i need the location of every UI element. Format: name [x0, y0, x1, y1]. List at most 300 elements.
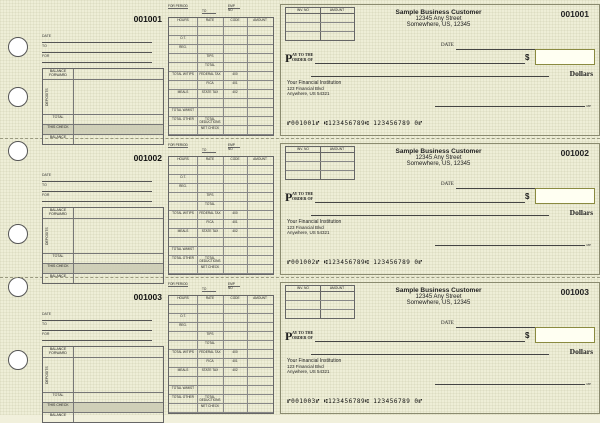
payroll-cell-label: FICA [206, 81, 214, 85]
stub-row[interactable] [43, 264, 163, 274]
pay-big-letter: P [285, 190, 293, 204]
column-divider [247, 99, 248, 107]
inv-no-label: INV. NO [297, 147, 309, 151]
micr-line: ⑈001003⑈ ⑆123456789⑆ 123456789 0⑈ [287, 398, 423, 405]
payroll-cell-label: TOTAL DEDUCTIONS [199, 117, 221, 125]
payroll-col-header: HOURS [177, 296, 189, 300]
binder-hole-icon [8, 224, 28, 244]
column-divider [223, 36, 224, 44]
payroll-cell-label: TOTAL [205, 63, 215, 67]
emp-no-label: EMP NO [228, 4, 240, 9]
total-label: TOTAL [52, 115, 64, 119]
stub-row[interactable] [43, 403, 163, 413]
column-divider [247, 184, 248, 192]
column-divider [223, 54, 224, 62]
date-line [456, 327, 541, 328]
payroll-cell-label: TOTAL OTHER [172, 117, 194, 121]
payee-field[interactable] [285, 329, 525, 343]
stub-row[interactable] [43, 358, 163, 393]
stub-for-field[interactable] [42, 193, 152, 202]
column-divider [223, 238, 224, 246]
pay-to-text: AY TO THE ORDER OF [292, 330, 314, 340]
date-field[interactable] [441, 182, 551, 187]
column-divider [247, 323, 248, 331]
column-divider [247, 193, 248, 201]
pay-big-letter: P [285, 51, 293, 65]
bank-city: Anywhere, US 54321 [287, 369, 330, 374]
bank-name: Your Financial Institution [287, 358, 342, 364]
stub-for-label: FOR [42, 54, 50, 58]
stub-date-field[interactable] [42, 173, 152, 182]
inv-no-label: INV. NO [297, 286, 309, 290]
for-period-label: FOR PERIOD [168, 4, 188, 8]
column-divider [223, 341, 224, 349]
payroll-col-header: AMOUNT [253, 296, 267, 300]
payroll-col-header: RATE [205, 18, 215, 22]
payroll-cell-label: 402 [232, 229, 238, 233]
payroll-cell-label: TOTAL OTHER [172, 256, 194, 260]
column-divider [197, 323, 198, 331]
stub-row[interactable] [43, 125, 163, 135]
business-name: Sample Business Customer [395, 287, 482, 294]
invoice-divider [320, 8, 321, 40]
column-divider [247, 314, 248, 322]
payroll-row[interactable] [169, 126, 273, 135]
payroll-table [168, 4, 274, 132]
column-divider [197, 296, 198, 304]
business-address [371, 148, 506, 167]
stub-to-label: TO [42, 44, 47, 48]
invoice-line [286, 170, 354, 171]
column-divider [247, 18, 248, 26]
bank-street: 123 Financial Blvd [287, 364, 324, 369]
stub-row[interactable] [43, 219, 163, 254]
amount-box[interactable] [535, 327, 595, 343]
payroll-cell-label: TIPS [206, 193, 214, 197]
to-label: TO [202, 148, 216, 153]
column-divider [247, 81, 248, 89]
bank-address [287, 81, 341, 96]
dollars-label: Dollars [569, 208, 593, 217]
column-divider [247, 108, 248, 116]
pay-to-text: AY TO THE ORDER OF [292, 52, 314, 62]
column-divider [197, 18, 198, 26]
bank-city: Anywhere, US 54321 [287, 91, 330, 96]
payroll-cell-label: TOTAL W/MIST [171, 386, 195, 390]
stub-row[interactable] [43, 393, 163, 403]
column-divider [247, 166, 248, 174]
amount-label: AMOUNT [329, 8, 345, 12]
payroll-cell-label: MEALS [177, 368, 189, 372]
row-separator [73, 264, 74, 273]
column-divider [223, 117, 224, 125]
payroll-row[interactable] [169, 350, 273, 359]
row-separator [73, 393, 74, 402]
check [280, 282, 600, 414]
business-street: 12345 Any Street [415, 155, 462, 161]
payee-field[interactable] [285, 190, 525, 204]
pay-to-label [292, 53, 313, 62]
mp-icon: MP [586, 243, 591, 247]
payroll-row[interactable] [169, 166, 273, 175]
payroll-row[interactable] [169, 314, 273, 323]
column-divider [197, 314, 198, 322]
payroll-col-header: AMOUNT [253, 18, 267, 22]
column-divider [247, 296, 248, 304]
payroll-row[interactable] [169, 99, 273, 108]
column-divider [223, 157, 224, 165]
written-amount-line[interactable] [311, 354, 549, 355]
binder-holes [0, 0, 34, 415]
signature-line[interactable] [435, 243, 591, 247]
mp-icon: MP [586, 104, 591, 108]
balance-label: BALANCE [49, 413, 67, 417]
stub-row[interactable] [43, 254, 163, 264]
invoice-line [286, 22, 354, 23]
date-label: DATE [441, 43, 454, 48]
check-row [34, 278, 600, 416]
payroll-row[interactable] [169, 323, 273, 332]
column-divider [223, 404, 224, 412]
column-divider [247, 368, 248, 376]
stub-date-field[interactable] [42, 312, 152, 321]
stub-balance-table [42, 346, 164, 423]
row-separator [73, 403, 74, 412]
amount-box[interactable] [535, 188, 595, 204]
payroll-cell-label: O.T. [180, 36, 186, 40]
payroll-header [168, 4, 274, 16]
payroll-row[interactable] [169, 36, 273, 45]
column-divider [223, 332, 224, 340]
column-divider [223, 126, 224, 134]
invoice-box[interactable] [285, 7, 355, 41]
column-divider [247, 341, 248, 349]
binder-hole-icon [8, 141, 28, 161]
column-divider [247, 247, 248, 255]
payroll-row[interactable] [169, 395, 273, 404]
bank-address [287, 359, 341, 374]
payroll-row[interactable] [169, 193, 273, 202]
column-divider [223, 108, 224, 116]
column-divider [247, 72, 248, 80]
invoice-line [286, 161, 354, 162]
column-divider [223, 386, 224, 394]
business-street: 12345 Any Street [415, 16, 462, 22]
payroll-row[interactable] [169, 184, 273, 193]
column-divider [247, 256, 248, 264]
payroll-row[interactable] [169, 220, 273, 229]
check-row [34, 0, 600, 138]
payroll-row[interactable] [169, 72, 273, 81]
payroll-col-header: RATE [205, 157, 215, 161]
payroll-header [168, 143, 274, 155]
payroll-row[interactable] [169, 211, 273, 220]
stub-for-label: FOR [42, 332, 50, 336]
payroll-row[interactable] [169, 90, 273, 99]
emp-no-label: EMP NO [228, 143, 240, 148]
date-field[interactable] [441, 321, 551, 326]
column-divider [223, 247, 224, 255]
signature-line[interactable] [435, 382, 591, 386]
dollars-label: Dollars [569, 347, 593, 356]
column-divider [247, 90, 248, 98]
payroll-row[interactable] [169, 247, 273, 256]
column-divider [197, 305, 198, 313]
written-amount-line[interactable] [311, 215, 549, 216]
column-divider [247, 220, 248, 228]
check [280, 143, 600, 275]
business-name: Sample Business Customer [395, 148, 482, 155]
column-divider [223, 184, 224, 192]
payroll-row[interactable] [169, 256, 273, 265]
column-divider [247, 238, 248, 246]
column-divider [197, 108, 198, 116]
column-divider [223, 27, 224, 35]
invoice-line [286, 31, 354, 32]
payroll-col-header: AMOUNT [253, 157, 267, 161]
pay-big-letter: P [285, 329, 293, 343]
payroll-cell-label: STATE TAX [201, 90, 219, 94]
binder-hole-icon [8, 350, 28, 370]
payroll-cell-label: O.T. [180, 314, 186, 318]
row-separator [73, 219, 74, 253]
stub-to-field[interactable] [42, 44, 152, 53]
total-label: TOTAL [52, 393, 64, 397]
column-divider [247, 157, 248, 165]
stub-for-label: FOR [42, 193, 50, 197]
column-divider [197, 45, 198, 53]
payroll-grid [168, 295, 274, 414]
payroll-row[interactable] [169, 377, 273, 386]
invoice-line [286, 309, 354, 310]
stub-row[interactable] [43, 347, 163, 358]
dollar-sign-icon: $ [525, 192, 530, 201]
payroll-cell-label: 401 [232, 359, 238, 363]
payroll-cell-label: 401 [232, 220, 238, 224]
row-separator [73, 413, 74, 422]
payroll-cell-label: NET CHECK [200, 126, 220, 130]
payroll-row[interactable] [169, 368, 273, 377]
bank-name: Your Financial Institution [287, 80, 342, 86]
column-divider [197, 166, 198, 174]
stub-row[interactable] [43, 413, 163, 422]
micr-line: ⑈001002⑈ ⑆123456789⑆ 123456789 0⑈ [287, 259, 423, 266]
column-divider [247, 36, 248, 44]
payroll-row[interactable] [169, 108, 273, 117]
column-divider [247, 117, 248, 125]
pay-to-label [292, 331, 313, 340]
stub-row[interactable] [43, 69, 163, 80]
amount-label: AMOUNT [329, 286, 345, 290]
date-label: DATE [441, 182, 454, 187]
column-divider [247, 27, 248, 35]
row-separator [73, 358, 74, 392]
payroll-cell-label: 402 [232, 90, 238, 94]
payroll-header-row [169, 157, 273, 166]
stub-row[interactable] [43, 115, 163, 125]
payroll-cell-label: FEDERAL TAX [199, 350, 221, 354]
payee-field[interactable] [285, 51, 525, 65]
column-divider [223, 377, 224, 385]
payroll-cell-label: NET CHECK [200, 265, 220, 269]
column-divider [223, 256, 224, 264]
row-separator [73, 208, 74, 218]
column-divider [223, 99, 224, 107]
payroll-cell-label: TOTAL [205, 341, 215, 345]
payroll-cell-label: 402 [232, 368, 238, 372]
bank-address [287, 220, 341, 235]
payroll-row[interactable] [169, 359, 273, 368]
stub-check-number: 001001 [133, 14, 162, 24]
column-divider [247, 404, 248, 412]
check-stub [38, 143, 166, 278]
payroll-cell-label: TOTAL OTHER [172, 395, 194, 399]
stub-row[interactable] [43, 208, 163, 219]
column-divider [247, 229, 248, 237]
payroll-cell-label: NET CHECK [200, 404, 220, 408]
stub-row[interactable] [43, 80, 163, 115]
column-divider [247, 202, 248, 210]
column-divider [223, 265, 224, 273]
column-divider [247, 265, 248, 273]
payroll-row[interactable] [169, 229, 273, 238]
column-divider [223, 395, 224, 403]
invoice-divider [320, 147, 321, 179]
balance-forward-label: BALANCE FORWARD [49, 347, 67, 355]
business-city: Somewhere, US, 12345 [406, 161, 471, 167]
to-label: TO [202, 9, 216, 14]
stub-to-field[interactable] [42, 322, 152, 331]
payroll-row[interactable] [169, 81, 273, 90]
check-row [34, 139, 600, 277]
payroll-row[interactable] [169, 341, 273, 350]
invoice-box[interactable] [285, 146, 355, 180]
row-separator [73, 69, 74, 79]
column-divider [197, 386, 198, 394]
date-line [456, 188, 541, 189]
bank-city: Anywhere, US 54321 [287, 230, 330, 235]
payroll-row[interactable] [169, 238, 273, 247]
payroll-row[interactable] [169, 332, 273, 341]
payroll-cell-label: STATE TAX [201, 368, 219, 372]
payroll-row[interactable] [169, 265, 273, 274]
payroll-table [168, 282, 274, 410]
bank-name: Your Financial Institution [287, 219, 342, 225]
payroll-cell-label: FICA [206, 359, 214, 363]
payroll-cell-label: TOTAL DEDUCTIONS [199, 395, 221, 403]
check-number: 001003 [560, 287, 589, 297]
payroll-col-header: CODE [230, 18, 240, 22]
column-divider [197, 157, 198, 165]
payroll-cell-label: 401 [232, 81, 238, 85]
column-divider [247, 395, 248, 403]
payroll-row[interactable] [169, 45, 273, 54]
business-street: 12345 Any Street [415, 294, 462, 300]
for-period-label: FOR PERIOD [168, 282, 188, 286]
row-separator [73, 125, 74, 134]
date-field[interactable] [441, 43, 551, 48]
dollar-sign-icon: $ [525, 331, 530, 340]
payroll-row[interactable] [169, 27, 273, 36]
payroll-col-header: CODE [230, 296, 240, 300]
payroll-cell-label: MEALS [177, 229, 189, 233]
column-divider [197, 27, 198, 35]
invoice-box[interactable] [285, 285, 355, 319]
balance-label: BALANCE [49, 135, 67, 139]
payroll-row[interactable] [169, 386, 273, 395]
payroll-row[interactable] [169, 305, 273, 314]
business-city: Somewhere, US, 12345 [406, 22, 471, 28]
bank-street: 123 Financial Blvd [287, 86, 324, 91]
payroll-cell-label: TOTAL [205, 202, 215, 206]
column-divider [223, 323, 224, 331]
payroll-row[interactable] [169, 404, 273, 413]
amount-label: AMOUNT [329, 147, 345, 151]
payroll-col-header: CODE [230, 157, 240, 161]
row-separator [73, 115, 74, 124]
payroll-cell-label: 400 [232, 350, 238, 354]
check [280, 4, 600, 136]
payroll-cell-label: O.T. [180, 175, 186, 179]
payroll-row[interactable] [169, 63, 273, 72]
column-divider [223, 193, 224, 201]
stub-date-field[interactable] [42, 34, 152, 43]
payroll-row[interactable] [169, 202, 273, 211]
payroll-cell-label: REG. [179, 45, 187, 49]
column-divider [223, 166, 224, 174]
date-line [456, 49, 541, 50]
column-divider [247, 175, 248, 183]
payroll-cell-label: FICA [206, 220, 214, 224]
payroll-row[interactable] [169, 175, 273, 184]
mp-icon: MP [586, 382, 591, 386]
stub-for-field[interactable] [42, 332, 152, 341]
payee-line [315, 341, 525, 342]
payroll-header [168, 282, 274, 294]
payroll-row[interactable] [169, 117, 273, 126]
stub-to-label: TO [42, 183, 47, 187]
payroll-cell-label: TOTAL W/MIST [171, 247, 195, 251]
payroll-row[interactable] [169, 54, 273, 63]
payroll-cell-label: TIPS [206, 54, 214, 58]
stub-date-label: DATE [42, 312, 52, 316]
pay-to-label [292, 192, 313, 201]
written-amount-line[interactable] [311, 76, 549, 77]
column-divider [247, 305, 248, 313]
payroll-cell-label: TOTAL DEDUCTIONS [199, 256, 221, 264]
stub-for-field[interactable] [42, 54, 152, 63]
stub-check-number: 001003 [133, 292, 162, 302]
amount-box[interactable] [535, 49, 595, 65]
signature-line[interactable] [435, 104, 591, 108]
column-divider [197, 184, 198, 192]
balance-forward-label: BALANCE FORWARD [49, 69, 67, 77]
check-number: 001001 [560, 9, 589, 19]
bank-street: 123 Financial Blvd [287, 225, 324, 230]
dollars-label: Dollars [569, 69, 593, 78]
payroll-cell-label: MEALS [177, 90, 189, 94]
stub-check-number: 001002 [133, 153, 162, 163]
total-label: TOTAL [52, 254, 64, 258]
stub-to-field[interactable] [42, 183, 152, 192]
payroll-cell-label: FEDERAL TAX [199, 211, 221, 215]
for-period-label: FOR PERIOD [168, 143, 188, 147]
payroll-col-header: HOURS [177, 18, 189, 22]
column-divider [223, 175, 224, 183]
payroll-col-header: HOURS [177, 157, 189, 161]
payroll-cell-label: 400 [232, 211, 238, 215]
column-divider [223, 314, 224, 322]
